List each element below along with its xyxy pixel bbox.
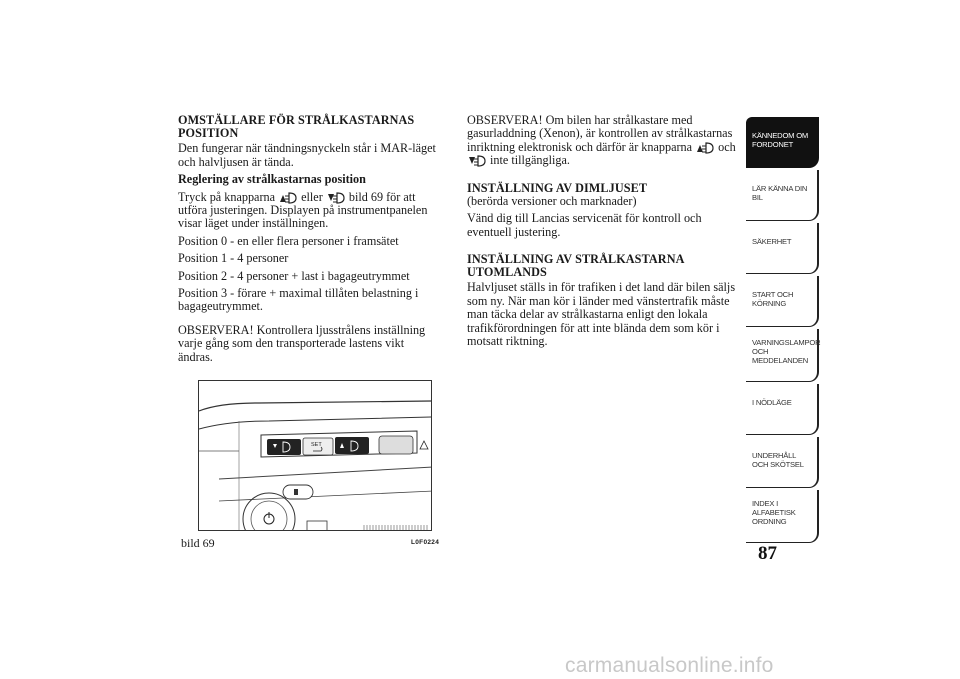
page-number: 87 [758,543,777,564]
figure-code: L0F0224 [411,539,440,546]
headlight-position-heading: OMSTÄLLARE FÖR STRÅLKASTARNAS POSITION [178,113,415,141]
tab-underhall-och-skotsel[interactable]: UNDERHÅLL OCH SKÖTSEL [746,437,819,488]
position-1: Position 1 - 4 personer [178,251,289,266]
dashboard-illustration [199,381,432,531]
p2-text-mid: eller [301,189,323,204]
chapter-sidebar [746,117,819,545]
set-label: SET [311,442,322,448]
headlamp-down-icon [327,191,345,204]
p2-text-after: bild 69 för att utföra justeringen. Displayen på instrumentpanelen visar läget under inställningen. [178,189,428,231]
tab-i-nodlage[interactable]: I NÖDLÄGE [746,384,819,435]
xenon-note-after: inte tillgängliga. [490,153,570,168]
left-note: OBSERVERA! Kontrollera ljusstrålens inställning varje gång som den transporterade lastens vikt ändras. [178,322,426,364]
xenon-note-before: OBSERVERA! Om bilen har strålkastare med gasurladdning (Xenon), är kontrollen av strålkastarnas inriktning elektronisk och därför är knapparna [467,113,733,154]
position-0: Position 0 - en eller flera personer i framsätet [178,233,399,248]
headlamp-up-icon [696,141,714,154]
tab-index[interactable]: INDEX I ALFABETISK ORDNING [746,490,819,543]
tab-kannedom-om-fordonet[interactable]: KÄNNEDOM OM FORDONET [746,117,819,168]
figure-caption: bild 69 [181,536,215,550]
xenon-note-mid: och [718,139,736,154]
right-column [467,114,739,352]
headlamp-up-icon [279,191,297,204]
left-column [178,114,440,368]
position-3: Position 3 - förare + maximal tillåten belastning i bagageutrymmet. [178,286,419,314]
headlamp-down-icon [468,154,486,167]
fog-light-heading: INSTÄLLNING AV DIMLJUSET [467,180,648,195]
fog-light-paragraph: Vänd dig till Lancias servicenät för kontroll och eventuell justering. [467,211,702,239]
left-paragraph-1: Den fungerar när tändningsnyckeln står i MAR-läget och halvljusen är tända. [178,141,436,169]
tab-start-och-korning[interactable]: START OCH KÖRNING [746,276,819,327]
left-paragraph-2 [178,191,440,231]
tab-varningslampor[interactable]: VARNINGSLAMPOR OCH MEDDELANDEN [746,329,819,382]
xenon-note [467,114,739,168]
abroad-heading: INSTÄLLNING AV STRÅLKASTARNA UTOMLANDS [467,252,684,280]
tab-lar-kanna-din-bil[interactable]: LÄR KÄNNA DIN BIL [746,170,819,221]
adjustment-subheading: Reglering av strålkastarnas position [178,172,366,187]
watermark: carmanualsonline.info [565,654,774,677]
tab-sakerhet[interactable]: SÄKERHET [746,223,819,274]
position-2: Position 2 - 4 personer + last i bagageutrymmet [178,268,410,283]
abroad-paragraph: Halvljuset ställs in för trafiken i det land där bilen säljs som ny. När man kör i länder med vänstertrafik måste man täcka delar av strålkastarna enligt den lokala trafikförordningen för att inte blända dem som kör i motsatt riktning. [467,280,736,349]
p2-text-before: Tryck på knapparna [178,189,276,204]
fog-light-subheading: (berörda versioner och marknader) [467,193,637,208]
dashboard-figure [198,380,432,531]
